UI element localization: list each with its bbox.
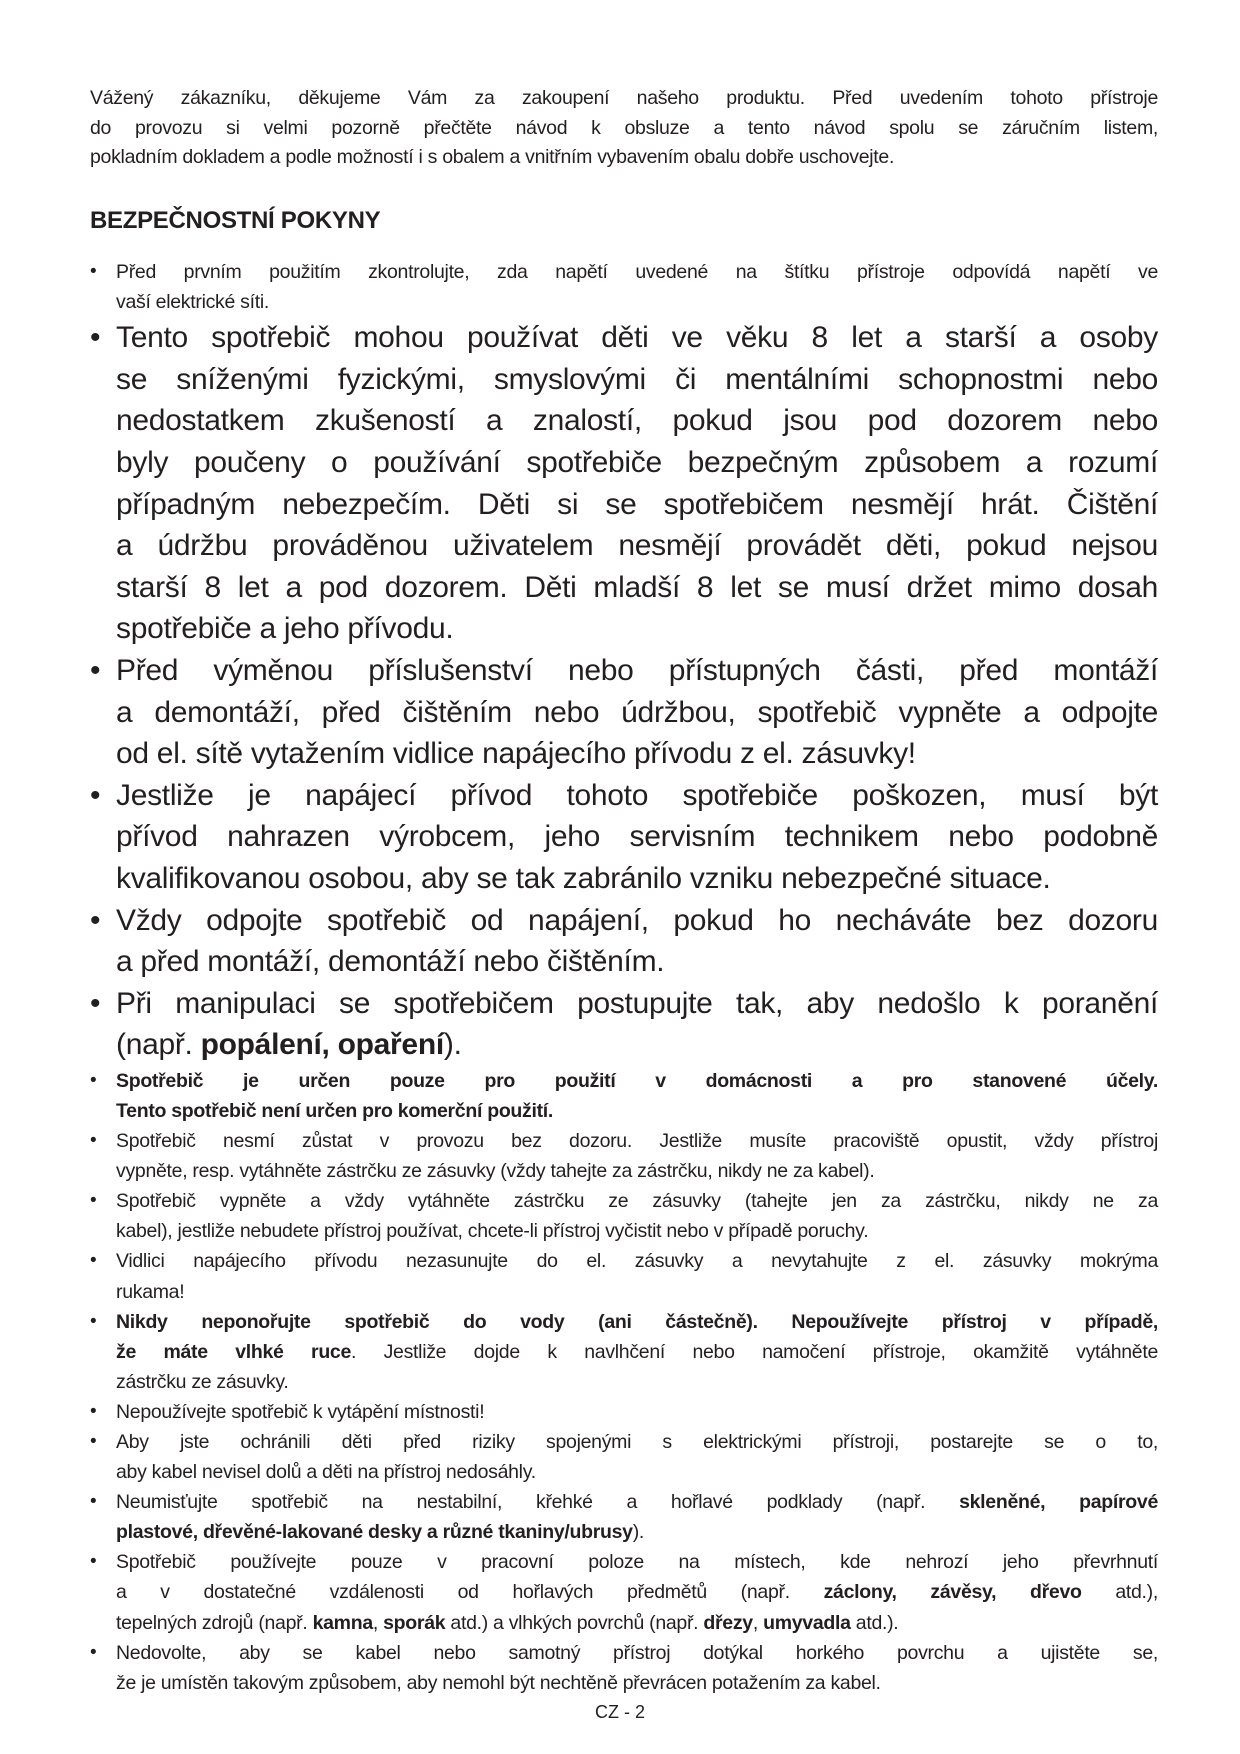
text-line xyxy=(116,1307,1158,1337)
list-item xyxy=(90,1307,1158,1397)
bullet-icon: • xyxy=(90,986,101,1020)
text-line xyxy=(116,733,1158,775)
text-line xyxy=(116,1156,1158,1186)
text-segment: Nedovolte, aby se kabel nebo samotný přístroj dotýkal horkého povrchu a ujistěte se, xyxy=(116,1641,1158,1664)
bold-text: že máte vlhké ruce xyxy=(116,1340,352,1363)
text-line xyxy=(116,1216,1158,1246)
text-segment: Spotřebič vypněte a vždy vytáhněte zástrčku ze zásuvky (tahejte jen za zástrčku, nikdy ne za xyxy=(116,1190,1158,1213)
bullet-icon: • xyxy=(90,1431,97,1452)
bold-text: skleněné, papírové xyxy=(959,1491,1158,1514)
text-line xyxy=(116,359,1158,401)
text-segment: Vidlici napájecího přívodu nezasunujte do el. zásuvky a nevytahujte z el. zásuvky mokrýma xyxy=(116,1250,1158,1273)
bold-text: plastové, dřevěné-lakované desky a různé tkaniny/ubrusy xyxy=(116,1521,633,1544)
text-segment: atd.). xyxy=(850,1611,899,1634)
bold-text: Tento spotřebič není určen pro komerční použití. xyxy=(116,1099,554,1122)
text-line xyxy=(116,1547,1158,1577)
list-item xyxy=(90,983,1158,1066)
text-segment: přívod nahrazen výrobcem, jeho servisním technikem nebo podobně xyxy=(116,820,1158,854)
list-item xyxy=(90,1427,1158,1487)
text-line xyxy=(90,84,1158,114)
text-line xyxy=(116,650,1158,692)
text-line xyxy=(116,1186,1158,1216)
text-segment: od el. sítě vytažením vidlice napájecího přívodu z el. zásuvky! xyxy=(116,737,916,771)
text-line xyxy=(116,1457,1158,1487)
list-item xyxy=(90,1397,1158,1427)
text-segment: tepelných zdrojů (např. xyxy=(116,1611,313,1634)
text-line xyxy=(116,900,1158,942)
text-segment: vypněte, resp. vytáhněte zástrčku ze zásuvky (vždy tahejte za zástrčku, nikdy ne za kabel). xyxy=(116,1160,875,1183)
list-item xyxy=(90,317,1158,650)
text-line xyxy=(116,1427,1158,1457)
text-segment: Před prvním použitím zkontrolujte, zda napětí uvedené na štítku přístroje odpovídá napětí ve xyxy=(116,261,1158,283)
text-segment: do provozu si velmi pozorně přečtěte návod k obsluze a tento návod spolu se záručním listem, xyxy=(90,116,1158,139)
text-line xyxy=(116,983,1158,1025)
text-segment: Tento spotřebič mohou používat děti ve věku 8 let a starší a osoby xyxy=(116,321,1158,355)
section-heading: BEZPEČNOSTNÍ POKYNY xyxy=(90,207,381,234)
text-line xyxy=(116,400,1158,442)
bullet-icon: • xyxy=(90,1310,97,1332)
bullet-icon: • xyxy=(90,903,101,937)
page-number: CZ - 2 xyxy=(594,1702,645,1722)
text-segment: spotřebiče a jeho přívodu. xyxy=(116,612,454,646)
text-line xyxy=(116,442,1158,484)
text-segment: Při manipulaci se spotřebičem postupujte tak, aby nedošlo k poranění xyxy=(116,986,1158,1020)
text-segment: Nepoužívejte spotřebič k vytápění místnosti! xyxy=(116,1400,485,1423)
text-line xyxy=(116,608,1158,650)
text-line xyxy=(116,525,1158,567)
bold-text: Nikdy neponořujte spotřebič do vody (ani částečně). Nepoužívejte přístroj v případě, xyxy=(116,1310,1158,1333)
text-line xyxy=(116,1066,1158,1096)
text-line xyxy=(116,816,1158,858)
list-item xyxy=(90,1126,1158,1186)
text-segment: rukama! xyxy=(116,1280,185,1303)
list-item xyxy=(90,1066,1158,1126)
text-segment: kabel), jestliže nebudete přístroj používat, chcete-li přístroj vyčistit nebo v případě poruchy. xyxy=(116,1220,869,1243)
text-line xyxy=(116,287,1158,317)
text-line xyxy=(116,1577,1158,1607)
text-line xyxy=(116,1638,1158,1668)
list-item xyxy=(90,1186,1158,1246)
text-segment: se sníženými fyzickými, smyslovými či mentálními schopnostmi nebo xyxy=(116,362,1158,396)
text-segment: . Jestliže dojde k navlhčení nebo namočení přístroje, okamžitě vytáhněte xyxy=(351,1340,1159,1363)
text-line xyxy=(116,567,1158,609)
text-line xyxy=(116,775,1158,817)
safety-instructions-list xyxy=(90,257,1158,1698)
bold-text: Spotřebič je určen pouze pro použití v domácnosti a pro stanovené účely. xyxy=(116,1069,1158,1092)
list-item xyxy=(90,650,1158,775)
text-line xyxy=(116,1277,1158,1307)
text-segment: , xyxy=(372,1611,384,1634)
text-line xyxy=(116,1517,1158,1547)
bullet-icon: • xyxy=(90,1400,97,1422)
list-item xyxy=(90,1638,1158,1698)
bullet-icon: • xyxy=(90,261,97,282)
text-segment: ). xyxy=(632,1521,645,1544)
list-item xyxy=(90,1246,1158,1306)
text-segment: že je umístěn takovým způsobem, aby nemohl být nechtěně převrácen potažením za kabel. xyxy=(116,1671,881,1694)
text-line xyxy=(116,1487,1158,1517)
bold-text: dřezy xyxy=(703,1611,753,1634)
intro-paragraph xyxy=(90,84,1158,173)
text-segment: atd.) a vlhkých povrchů (např. xyxy=(445,1611,704,1634)
text-segment: Před výměnou příslušenství nebo přístupných části, před montáží xyxy=(116,653,1158,687)
bullet-icon: • xyxy=(90,1491,97,1513)
text-segment: , xyxy=(752,1611,764,1634)
bullet-icon: • xyxy=(90,653,101,687)
list-item xyxy=(90,1487,1158,1547)
text-segment: a demontáží, před čištěním nebo údržbou, spotřebič vypněte a odpojte xyxy=(116,695,1158,729)
bold-text: popálení, opaření xyxy=(200,1028,444,1062)
text-line xyxy=(90,114,1158,144)
text-line xyxy=(116,1397,1158,1427)
text-segment: Spotřebič používejte pouze v pracovní poloze na místech, kde nehrozí jeho převrhnutí xyxy=(116,1551,1158,1574)
text-segment: Vážený zákazníku, děkujeme Vám za zakoupení našeho produktu. Před uvedením tohoto přístroje xyxy=(90,87,1158,109)
text-line xyxy=(116,692,1158,734)
bullet-icon: • xyxy=(90,778,101,812)
text-segment: aby kabel nevisel dolů a děti na přístroj nedosáhly. xyxy=(116,1461,536,1484)
text-segment: (např. xyxy=(116,1028,201,1062)
text-line xyxy=(116,1367,1158,1397)
text-segment: Vždy odpojte spotřebič od napájení, pokud ho necháváte bez dozoru xyxy=(116,903,1158,937)
text-segment: Neumisťujte spotřebič na nestabilní, křehké a hořlavé podklady (např. xyxy=(116,1491,960,1514)
text-segment: vaší elektrické síti. xyxy=(116,291,269,314)
text-segment: ). xyxy=(443,1028,462,1062)
text-segment: starší 8 let a pod dozorem. Děti mladší 8 let se musí držet mimo dosah xyxy=(116,570,1158,604)
bullet-icon: • xyxy=(90,1641,97,1663)
text-line xyxy=(116,484,1158,526)
text-segment: a údržbu prováděnou uživatelem nesmějí provádět děti, pokud nejsou xyxy=(116,529,1158,563)
text-segment: pokladním dokladem a podle možností i s obalem a vnitřním vybavením obalu dobře uschovejte. xyxy=(90,146,895,168)
text-segment: atd.), xyxy=(1081,1581,1158,1604)
text-line xyxy=(116,1668,1158,1698)
bold-text: sporák xyxy=(383,1611,446,1634)
text-segment: a před montáží, demontáží nebo čištěním. xyxy=(116,945,665,979)
bold-text: umyvadla xyxy=(763,1611,851,1634)
text-line xyxy=(116,1246,1158,1276)
text-line xyxy=(116,317,1158,359)
text-segment: zástrčku ze zásuvky. xyxy=(116,1370,289,1393)
bullet-icon: • xyxy=(90,1069,97,1091)
text-line xyxy=(116,1096,1158,1126)
text-segment: a v dostatečné vzdálenosti od hořlavých předmětů (např. xyxy=(116,1581,824,1604)
text-segment: nedostatkem zkušeností a znalostí, pokud jsou pod dozorem nebo xyxy=(116,404,1158,438)
bullet-icon: • xyxy=(90,1551,97,1573)
text-segment: Aby jste ochránili děti před riziky spojenými s elektrickými přístroji, postarejte se o to, xyxy=(116,1431,1158,1453)
list-item xyxy=(90,257,1158,317)
bold-text: záclony, závěsy, dřevo xyxy=(823,1581,1082,1604)
list-item xyxy=(90,900,1158,983)
text-line xyxy=(116,1024,1158,1066)
bold-text: kamna xyxy=(312,1611,373,1634)
text-line xyxy=(116,1608,1158,1638)
text-line xyxy=(90,143,1158,173)
text-line xyxy=(116,941,1158,983)
bullet-icon: • xyxy=(90,1250,97,1272)
bullet-icon: • xyxy=(90,1190,97,1212)
bullet-icon: • xyxy=(90,321,101,355)
text-segment: kvalifikovanou osobou, aby se tak zabránilo vzniku nebezpečné situace. xyxy=(116,861,1051,895)
text-line xyxy=(116,1126,1158,1156)
list-item xyxy=(90,775,1158,900)
text-line xyxy=(116,858,1158,900)
text-line xyxy=(116,1337,1158,1367)
text-segment: Jestliže je napájecí přívod tohoto spotřebiče poškozen, musí být xyxy=(116,778,1158,812)
text-segment: případným nebezpečím. Děti si se spotřebičem nesmějí hrát. Čištění xyxy=(116,487,1158,521)
text-segment: byly poučeny o používání spotřebiče bezpečným způsobem a rozumí xyxy=(116,445,1158,479)
list-item xyxy=(90,1547,1158,1637)
bullet-icon: • xyxy=(90,1130,97,1152)
text-segment: Spotřebič nesmí zůstat v provozu bez dozoru. Jestliže musíte pracoviště opustit, vždy přístroj xyxy=(116,1130,1158,1153)
text-line xyxy=(116,257,1158,287)
